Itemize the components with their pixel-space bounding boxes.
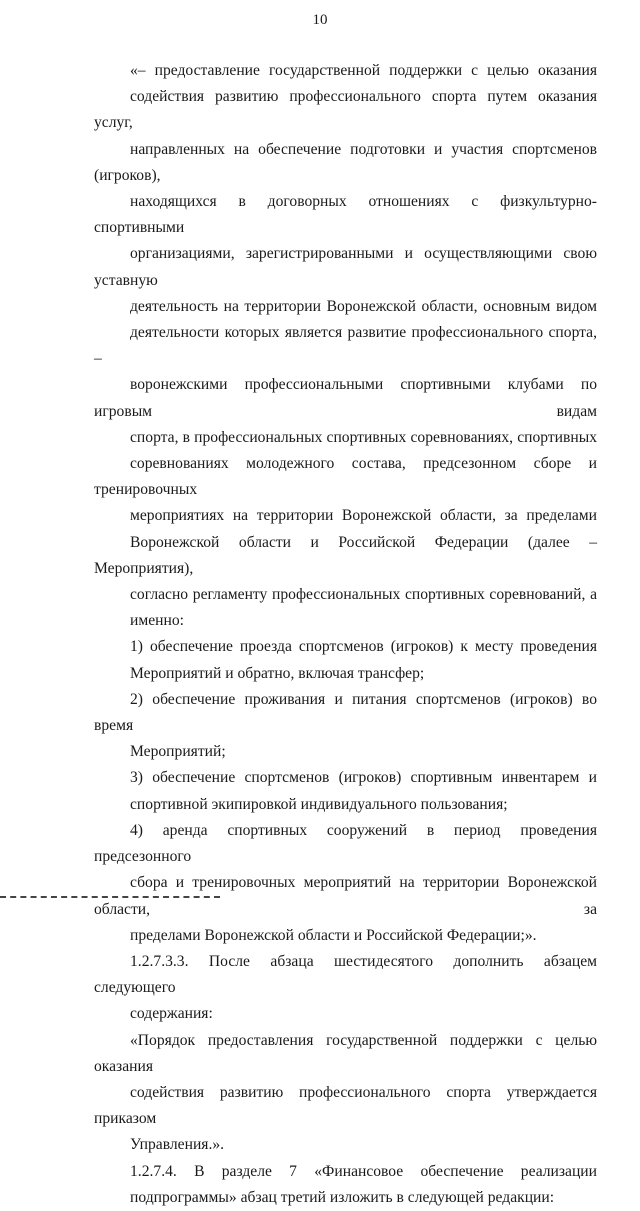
text-line: мероприятиях на территории Воронежской области, за пределами xyxy=(130,507,597,525)
list-item-equipment xyxy=(94,765,597,817)
text-line: Мероприятий и обратно, включая трансфер; xyxy=(130,664,425,682)
list-item-rental xyxy=(94,818,597,949)
paragraph-1-2-7-3-3 xyxy=(94,949,597,1028)
text-line: 1.2.7.4. В разделе 7 «Финансовое обеспечение реализации xyxy=(130,1162,597,1180)
text-line: направленных на обеспечение подготовки и участия спортсменов (игроков), xyxy=(94,140,597,184)
list-item-accommodation xyxy=(94,687,597,766)
text-line: 1) обеспечение проезда спортсменов (игроков) к месту проведения xyxy=(130,638,597,656)
text-line: Мероприятий; xyxy=(130,743,226,761)
text-line: 4) аренда спортивных сооружений в период проведения предсезонного xyxy=(94,821,597,866)
text-line: соревнованиях молодежного состава, предсезонном сборе и тренировочных xyxy=(94,455,597,499)
text-line: находящихся в договорных отношениях с физкультурно-спортивными xyxy=(94,193,597,237)
text-line: согласно регламенту профессиональных спортивных соревнований, а xyxy=(130,586,597,604)
text-line: организациями, зарегистрированными и осуществляющими свою уставную xyxy=(94,245,597,289)
text-line: спорта, в профессиональных спортивных соревнованиях, спортивных xyxy=(130,428,597,446)
text-line: именно: xyxy=(130,612,184,630)
text-line: деятельность на территории Воронежской области, основным видом xyxy=(130,297,597,315)
text-line: 1.2.7.3.3. После абзаца шестидесятого дополнить абзацем следующего xyxy=(94,952,597,997)
text-line: «Порядок предоставления государственной поддержки с целью оказания xyxy=(94,1031,597,1075)
paragraph-order-statement xyxy=(94,1028,597,1159)
page-number: 10 xyxy=(312,12,328,28)
text-line: 3) обеспечение спортсменов (игроков) спортивным инвентарем и xyxy=(130,769,597,787)
text-line: 2) обеспечение проживания и питания спортсменов (игроков) во время xyxy=(94,690,597,735)
document-body xyxy=(94,58,597,1211)
footer-rule xyxy=(0,896,220,898)
text-line: содействия развитию профессионального спорта путем оказания услуг, xyxy=(94,88,597,132)
text-line: подпрограммы» абзац третий изложить в следующей редакции: xyxy=(130,1188,555,1206)
text-line: Воронежской области и Российской Федерации (далее – Мероприятия), xyxy=(94,533,597,577)
text-line: пределами Воронежской области и Российской Федерации;». xyxy=(130,926,537,944)
text-line: содействия развитию профессионального спорта утверждается приказом xyxy=(94,1083,597,1128)
list-item-travel xyxy=(94,634,597,686)
text-line: деятельности которых является развитие профессионального спорта, – xyxy=(94,324,597,368)
text-line: сбора и тренировочных мероприятий на территории Воронежской области, за xyxy=(94,874,597,918)
text-line: «– предоставление государственной поддержки с целью оказания xyxy=(130,62,597,79)
paragraph-1-2-7-4 xyxy=(94,1159,597,1211)
paragraph-support-services xyxy=(94,58,597,634)
text-line: содержания: xyxy=(130,1005,213,1023)
text-line: Управления.». xyxy=(130,1136,225,1154)
text-line: воронежскими профессиональными спортивными клубами по игровым видам xyxy=(94,376,597,420)
text-line: спортивной экипировкой индивидуального пользования; xyxy=(130,795,508,813)
